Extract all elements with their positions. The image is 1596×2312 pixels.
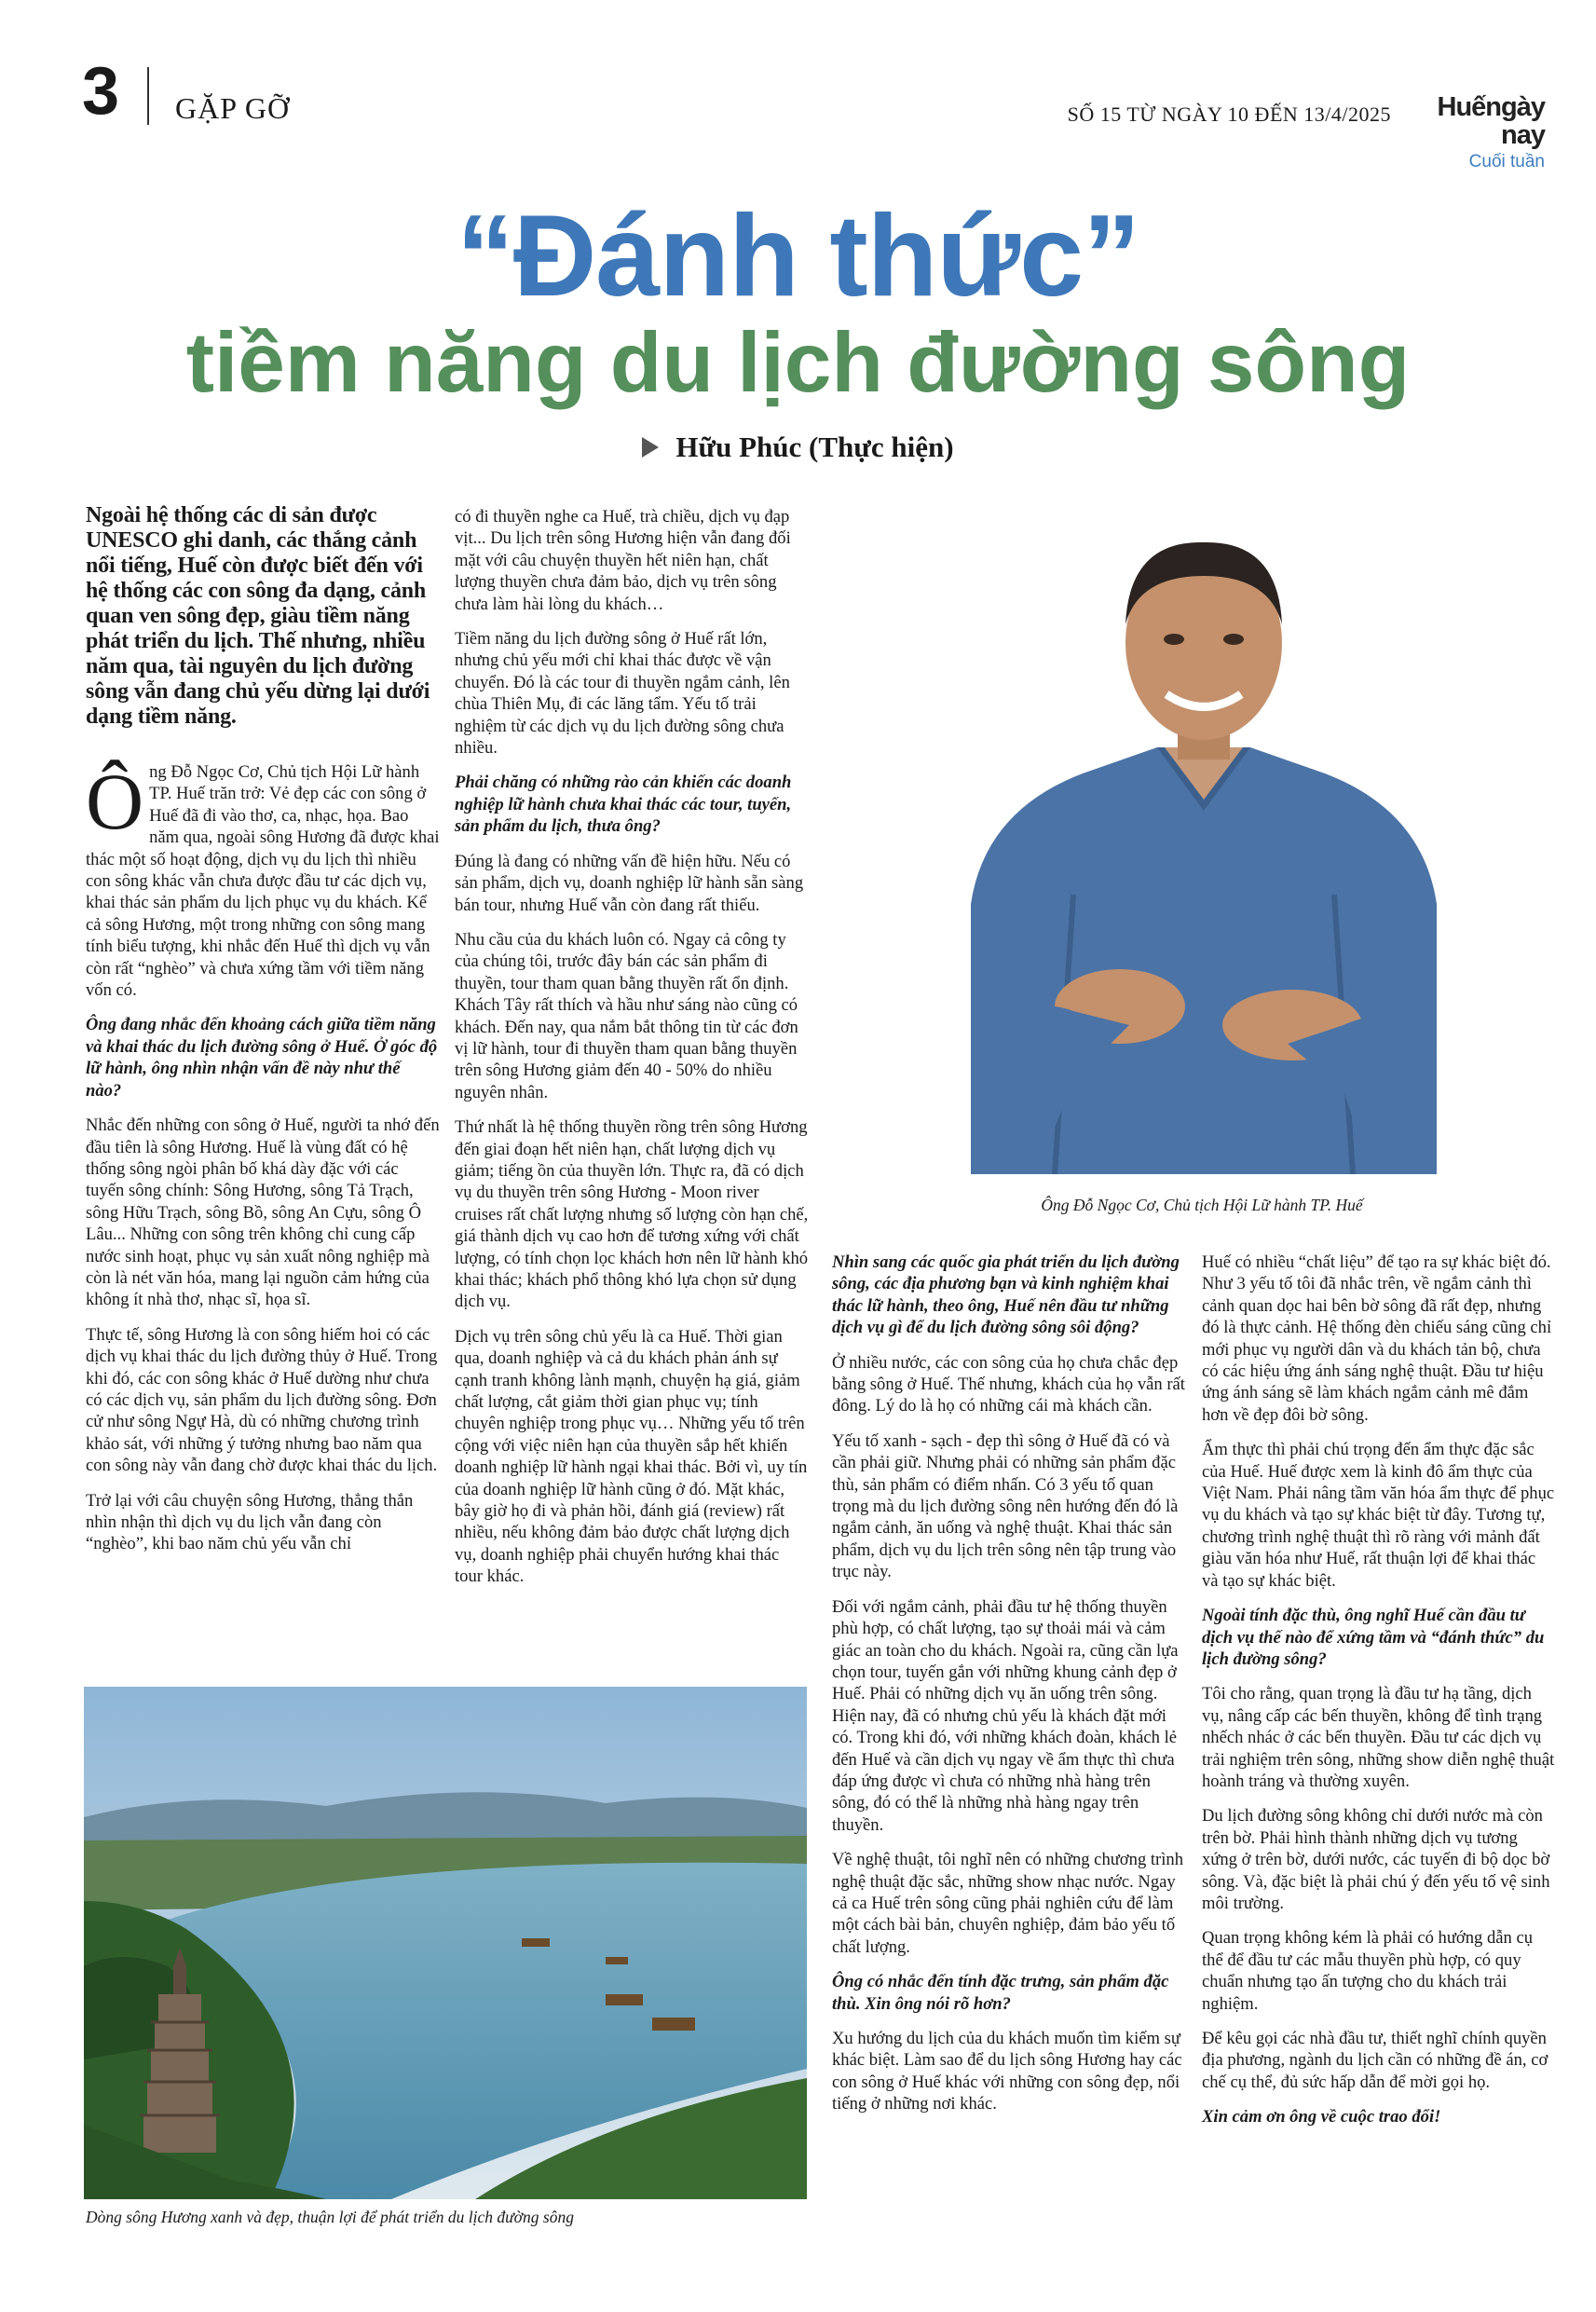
paragraph: Huế có nhiều “chất liệu” để tạo ra sự khác biệt đó. Như 3 yếu tố tôi đã nhắc trên, về ngắm cảnh thì cảnh quan dọc hai bên bờ sông đã rất đẹp, nhưng đó là thực cảnh. Hệ thống đèn chiếu sáng cũng chỉ mới phục vụ người dân và du khách tản bộ, chưa có các hiệu ứng ánh sáng nghệ thuật. Đầu tư hiệu ứng ánh sáng sẽ làm khách ngắm cảnh mê đắm hơn về đẹp đôi bờ sông. bbox=[1202, 1252, 1552, 1425]
article-lead: Ngoài hệ thống các di sản được UNESCO ghi danh, các thắng cảnh nổi tiếng, Huế còn được biết đến với hệ thống các con sông đa dạng, cảnh quan ven sông đẹp, giàu tiềm năng phát triển du lịch. Thế nhưng, nhiều năm qua, tài nguyên du lịch đường sông vẫn đang chủ yếu dừng lại dưới dạng tiềm năng. bbox=[86, 503, 430, 729]
paragraph: Đúng là đang có những vấn đề hiện hữu. Nếu có sản phẩm, dịch vụ, doanh nghiệp lữ hành sẵn sàng bán tour, nhưng Huế vẫn còn đang rất thiếu. bbox=[455, 851, 804, 915]
paragraph: Ở nhiều nước, các con sông của họ chưa chắc đẹp bằng sông ở Huế. Thế nhưng, khách của họ vẫn rất đông. Lý do là họ có những cái mà khách cần. bbox=[832, 1352, 1185, 1416]
headline-line-1: “Đánh thức” bbox=[456, 192, 1140, 321]
page-number: 3 bbox=[82, 54, 120, 129]
paragraph: Tôi cho rằng, quan trọng là đầu tư hạ tầng, dịch vụ, nâng cấp các bến thuyền, không để tình trạng nhếch nhác ở các bến thuyền. Đầu tư các dịch vụ trải nghiệm trên sông, những show diễn nghệ thuật hoành tráng và thường xuyên. bbox=[1202, 1684, 1555, 1791]
paragraph: Ẩm thực thì phải chú trọng đến ẩm thực đặc sắc của Huế. Huế được xem là kinh đô ẩm thực của Việt Nam. Phải nâng tầm văn hóa ẩm thực để phục vụ du khách và tạo sự khác biệt từ đây. Tương tự, chương trình nghệ thuật thì rõ ràng với mảnh đất giàu văn hóa như Huế, rất thuận lợi để khai thác và tạo sự khác biệt. bbox=[1202, 1440, 1555, 1591]
paragraph: có đi thuyền nghe ca Huế, trà chiều, dịch vụ đạp vịt... Du lịch trên sông Hương hiện vẫn đang đối mặt với câu chuyện thuyền hết niên hạn, chất lượng thuyền chưa đảm bảo, dịch vụ trên sông chưa làm hài lòng du khách… bbox=[455, 507, 791, 614]
paragraph: Xu hướng du lịch của du khách muốn tìm kiếm sự khác biệt. Làm sao để du lịch sông Hương hay các con sông ở Huế khác với những con sông đẹp, nổi tiếng ở những nơi khác. bbox=[832, 2029, 1182, 2114]
paragraph: Thực tế, sông Hương là con sông hiếm hoi có các dịch vụ khai thác du lịch đường thủy ở Huế. Trong khi đó, các con sông khác ở Huế dường như chưa có các dịch vụ, sản phẩm du lịch đường sông. Đơn cử như sông Ngự Hà, dù có những chương trình khảo sát, với những ý tưởng nhưng bao năm qua con sông này vẫn đang chờ được khai thác du lịch. bbox=[86, 1324, 438, 1476]
newspaper-logo bbox=[1396, 93, 1545, 173]
paragraph: Dịch vụ trên sông chủ yếu là ca Huế. Thời gian qua, doanh nghiệp và cả du khách phản ánh sự cạnh tranh không lành mạnh, chuyện hạ giá, giảm chất lượng, cắt giảm thời gian phục vụ; tính chuyên nghiệp trong phục vụ… Những yếu tố trên cộng với việc niên hạn của thuyền sắp hết khiến doanh nghiệp lữ hành ngại khai thác. Bởi vì, uy tín của doanh nghiệp lữ hành cũng ở đó. Mặt khác, bây giờ họ đi và phản hồi, đánh giá (review) rất nhiều, nếu không đảm bảo được chất lượng dịch vụ, doanh nghiệp phải chuyển hướng khai thác tour khác. bbox=[455, 1326, 808, 1587]
paragraph: Quan trọng không kém là phải có hướng dẫn cụ thể để đầu tư các mẫu thuyền phù hợp, có quy chuẩn nhưng tạo ấn tượng cho du khách trải nghiệm. bbox=[1202, 1928, 1534, 2014]
interview-question: Phải chăng có những rào cản khiến các doanh nghiệp lữ hành chưa khai thác các tour, tuyến, sản phẩm du lịch, thưa ông? bbox=[455, 773, 792, 837]
byline-text: Hữu Phúc (Thực hiện) bbox=[675, 431, 954, 463]
section-name: GẶP GỠ bbox=[175, 91, 291, 125]
article-column-1 bbox=[86, 503, 440, 1568]
paragraph: Yếu tố xanh - sạch - đẹp thì sông ở Huế đã có và cần phải giữ. Nhưng phải có những sản phẩm đặc thù, sản phẩm có điểm nhấn. Có 3 yếu tố quan trọng mà du lịch đường sông nên hướng đến đó là ngắm cảnh, ăn uống và nghệ thuật. Khai thác sản phẩm, dịch vụ du lịch trên sông nên tập trung vào trục này. bbox=[832, 1430, 1179, 1582]
interview-question: Ông có nhắc đến tính đặc trưng, sản phẩm đặc thù. Xin ông nói rõ hơn? bbox=[832, 1972, 1169, 2014]
paragraph: Tiềm năng du lịch đường sông ở Huế rất lớn, nhưng chủ yếu mới chỉ khai thác được về vận chuyển. Đó là các tour đi thuyền ngắm cảnh, lên chùa Thiên Mụ, đi các lăng tẩm. Yếu tố trải nghiệm từ các dịch vụ du lịch đường sông chưa nhiều. bbox=[455, 629, 790, 759]
paragraph-text: ng Đỗ Ngọc Cơ, Chủ tịch Hội Lữ hành TP. Huế trăn trở: Vẻ đẹp các con sông ở Huế đã đi vào thơ, ca, nhạc, họa. Bao năm qua, ngoài sông Hương đã được khai thác một số hoạt động, dịch vụ du lịch thì nhiều con sông khác vẫn chưa được đầu tư các dịch vụ, khai thác sản phẩm du lịch phục vụ du khách. Kể cả sông Hương, một trong những con sông mang tính biểu tượng, khi nhắc đến Huế thì dịch vụ vẫn còn rất “nghèo” và chưa xứng tầm với tiềm năng vốn có. bbox=[86, 762, 440, 1001]
paragraph: Để kêu gọi các nhà đầu tư, thiết nghĩ chính quyền địa phương, ngành du lịch cần có những đề án, cơ chế cụ thể, đủ sức hấp dẫn để mời gọi họ. bbox=[1202, 2029, 1548, 2092]
article-column-4 bbox=[1202, 1252, 1556, 2141]
paragraph: Nhu cầu của du khách luôn có. Ngay cả công ty của chúng tôi, trước đây bán các sản phẩm đi thuyền, tour tham quan bằng thuyền rất ổn định. Khách Tây rất thích và hầu như sáng nào cũng có khách. Đến nay, qua nắm bắt thông tin từ các đơn vị lữ hành, tour đi thuyền tham quan bằng thuyền trên sông Hương giảm đến 40 - 50% do nhiều nguyên nhân. bbox=[455, 929, 798, 1102]
paragraph: Về nghệ thuật, tôi nghĩ nên có những chương trình nghệ thuật đặc sắc, những show nhạc nước. Ngay cả ca Huế trên sông cũng phải nghiên cứu để làm một cách bài bản, chuyên nghiệp, đảm bảo yếu tố chất lượng. bbox=[832, 1850, 1184, 1957]
headline-line-2: tiềm năng du lịch đường sông bbox=[185, 316, 1411, 410]
play-triangle-icon bbox=[642, 437, 659, 458]
paragraph bbox=[86, 757, 440, 1001]
article-column-2 bbox=[455, 506, 811, 1601]
paragraph: Trở lại với câu chuyện sông Hương, thẳng thắn nhìn nhận thì dịch vụ du lịch vẫn đang còn “nghèo”, khi bao năm chủ yếu vẫn chỉ bbox=[86, 1490, 414, 1554]
interview-question: Ngoài tính đặc thù, ông nghĩ Huế cần đầu tư dịch vụ thế nào để xứng tầm và “đánh thức” du lịch đường sông? bbox=[1202, 1606, 1545, 1669]
portrait-caption: Ông Đỗ Ngọc Cơ, Chủ tịch Hội Lữ hành TP. Huế bbox=[1041, 1196, 1363, 1214]
portrait-photo bbox=[934, 503, 1474, 1174]
river-caption: Dòng sông Hương xanh và đẹp, thuận lợi để phát triển du lịch đường sông bbox=[86, 2208, 574, 2226]
paragraph: Du lịch đường sông không chỉ dưới nước mà còn trên bờ. Phải hình thành những dịch vụ tương xứng ở trên bờ, dưới nước, các tuyến đi bộ dọc bờ sông. Và, đặc biệt là phải chú ý đến yếu tố vệ sinh môi trường. bbox=[1202, 1806, 1550, 1913]
paragraph: Nhắc đến những con sông ở Huế, người ta nhớ đến đầu tiên là sông Hương. Huế là vùng đất có hệ thống sông ngòi phân bố khá dày đặc với các tuyến sông chính: Sông Hương, sông Tả Trạch, sông Hữu Trạch, sông Bồ, sông An Cựu, sông Ô Lâu... Những con sông trên không chỉ cung cấp nước sinh hoạt, phục vụ sản xuất nông nghiệp mà còn là nét văn hóa, mang lại nguồn cảm hứng của không ít nhà thơ, nhạc sĩ, họa sĩ. bbox=[86, 1115, 440, 1310]
drop-cap: Ô bbox=[86, 757, 144, 846]
byline bbox=[0, 431, 1596, 464]
issue-info: SỐ 15 TỪ NGÀY 10 ĐẾN 13/4/2025 bbox=[1067, 103, 1391, 126]
article-column-3 bbox=[832, 1252, 1186, 2128]
paragraph: Thứ nhất là hệ thống thuyền rồng trên sông Hương đến giai đoạn hết niên hạn, chất lượng dịch vụ giảm; tiếng ồn của thuyền lớn. Thực ra, đã có dịch vụ du thuyền trên sông Hương - Moon river cruises rất chất lượng nhưng số lượng còn hạn chế, giá thành dịch vụ cao hơn để tương xứng với chất lượng, có tính chọn lọc khách hơn nên lữ hành khó khai thác; khách phổ thông khó lựa chọn sử dụng dịch vụ. bbox=[455, 1117, 809, 1312]
interview-question: Ông đang nhắc đến khoảng cách giữa tiềm năng và khai thác du lịch đường sông ở Huế. Ở góc độ lữ hành, ông nhìn nhận vấn đề này như thế nào? bbox=[86, 1015, 438, 1101]
river-photo bbox=[84, 1687, 807, 2199]
paragraph: Đối với ngắm cảnh, phải đầu tư hệ thống thuyền phù hợp, có chất lượng, tạo sự thoải mái và cảm giác an toàn cho du khách. Ngoài ra, cũng cần lựa chọn tour, tuyến gắn với những khung cảnh đẹp ở Huế. Phải có những dịch vụ ăn uống trên sông. Hiện nay, đã có nhưng chủ yếu là khách đặt mới có. Trong khi đó, với những khách đoàn, khách lẻ đến Huế và cần dịch vụ ngay về ẩm thực thì chưa đáp ứng được vì chưa có những nhà hàng trên sông, đó có thể là những nhà hàng ngay trên thuyền. bbox=[832, 1596, 1179, 1835]
interview-question: Nhìn sang các quốc gia phát triển du lịch đường sông, các địa phương bạn và kinh nghiệm khai thác lữ hành, theo ông, Huế nên đầu tư những dịch vụ gì để du lịch đường sông sôi động? bbox=[832, 1252, 1180, 1338]
header-divider bbox=[147, 67, 149, 125]
logo-line-1: Huếngày nay bbox=[1437, 92, 1545, 150]
article-closing: Xin cảm ơn ông về cuộc trao đổi! bbox=[1202, 2107, 1441, 2127]
logo-line-2: Cuối tuần bbox=[1468, 152, 1545, 171]
